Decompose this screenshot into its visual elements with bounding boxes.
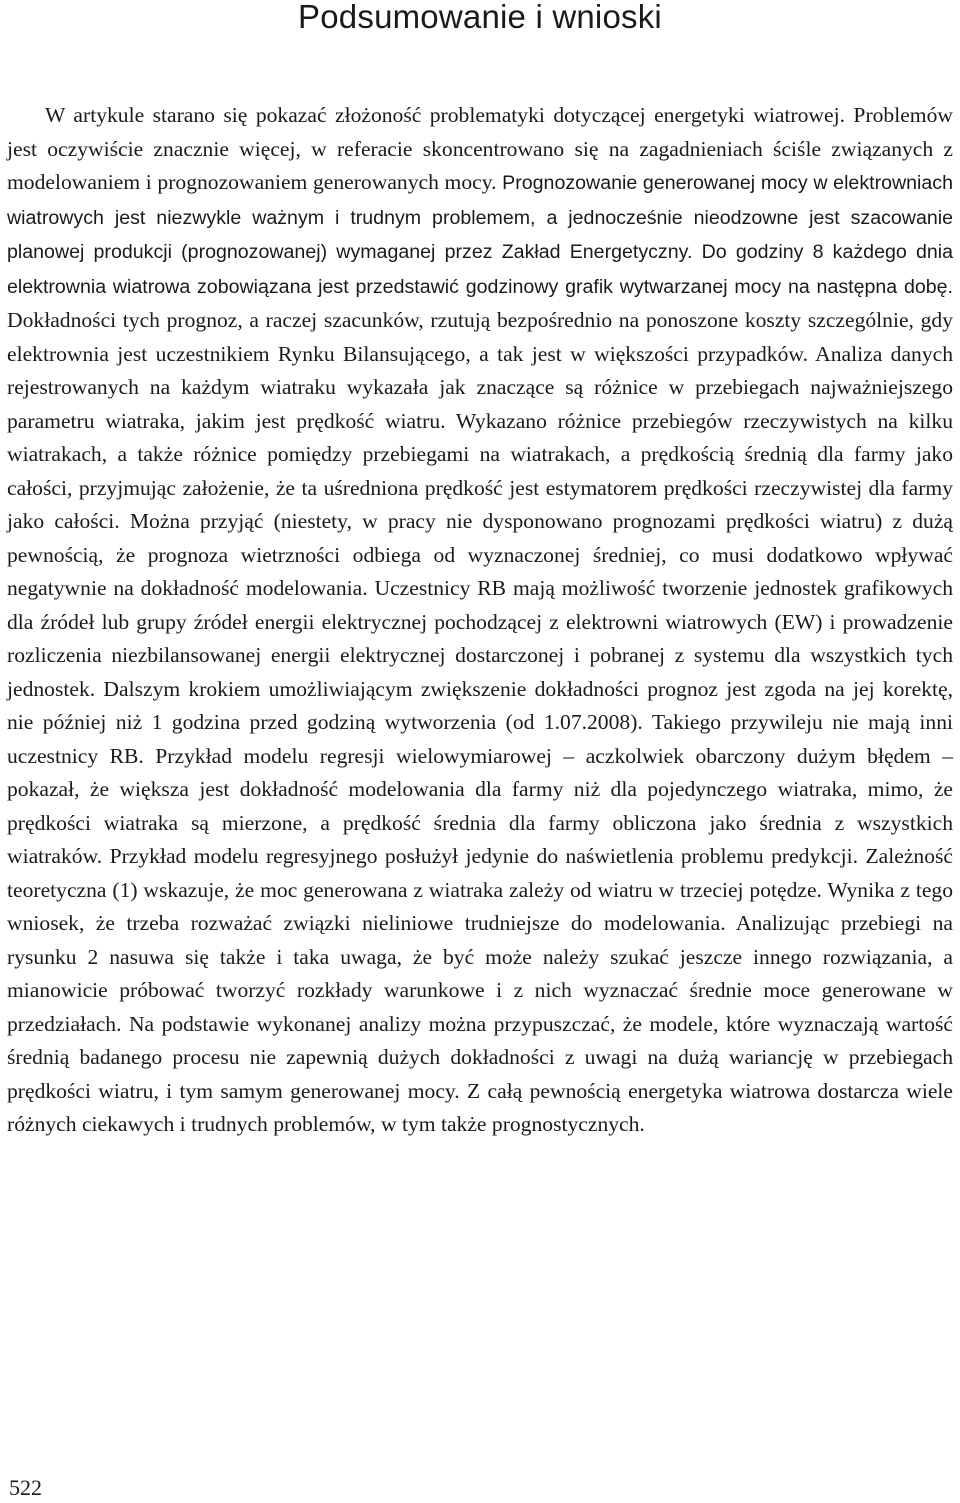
section-heading: Podsumowanie i wnioski bbox=[298, 0, 662, 35]
page-number: 522 bbox=[9, 1475, 42, 1500]
body-text bbox=[7, 99, 953, 1142]
text-run-3: Dokładności tych prognoz, a raczej szacunków, rzutują bezpośrednio na ponoszone koszty szczególnie, gdy elektrownia jest uczestnikiem Rynku Bilansującego, a tak jest w większości przypadków. Analiza danych rejestrowanych na każdym wiatraku wykazała jak znaczące są różnice w przebiegach najważniejszego parametru wiatraka, jakim jest prędkość wiatru. Wykazano różnice przebiegów rzeczywistych na kilku wiatrakach, a także różnice pomiędzy przebiegami na wiatrakach, a prędkością średnią dla farmy jako całości, przyjmując założenie, że ta uśredniona prędkość jest estymatorem prędkości rzeczywistej dla farmy jako całości. Można przyjąć (niestety, w pracy nie dysponowano prognozami prędkości wiatru) z dużą pewnością, że prognoza wietrzności odbiega od wyznaczonej średniej, co musi dodatkowo wpływać negatywnie na dokładność modelowania. Uczestnicy RB mają możliwość tworzenie jednostek grafikowych dla źródeł lub grupy źródeł energii elektrycznej pochodzącej z elektrowni wiatrowych (EW) i prowadzenie rozliczenia niezbilansowanej energii elektrycznej dostarczonej i pobranej z systemu dla wszystkich tych jednostek. Dalszym krokiem umożliwiającym zwiększenie dokładności prognoz jest zgoda na jej korektę, nie później niż 1 godzina przed godziną wytworzenia (od 1.07.2008). Takiego przywileju nie mają inni uczestnicy RB. Przykład modelu regresji wielowymiarowej – aczkolwiek obarczony dużym błędem – pokazał, że większa jest dokładność modelowania dla farmy niż dla pojedynczego wiatraka, mimo, że prędkości wiatraka są mierzone, a prędkość średnia dla farmy obliczona jako średnia z wszystkich wiatraków. Przykład modelu regresyjnego posłużył jedynie do naświetlenia problemu predykcji. Zależność teoretyczna (1) wskazuje, że moc generowana z wiatraka zależy od wiatru w trzeciej potędze. Wynika z tego wniosek, że trzeba rozważać związki nieliniowe trudniejsze do modelowania. Analizując przebiegi na rysunku 2 nasuwa się także i taka uwaga, że być może należy szukać jeszcze innego rozwiązania, a mianowicie próbować tworzyć rozkłady warunkowe i z nich wyznaczać średnie moce generowane w przedziałach. Na podstawie wykonanej analizy można przypuszczać, że modele, które wyznaczają wartość średnią badanego procesu nie zapewnią dużych dokładności z uwagi na dużą wariancję w przebiegach prędkości wiatru, i tym samym generowanej mocy. Z całą pewnością energetyka wiatrowa dostarcza wiele różnych ciekawych i trudnych problemów, w tym także prognostycznych. bbox=[7, 308, 953, 1136]
text-run-1: W artykule starano się pokazać złożoność problematyki dotyczącej energetyki wiatrowej. Problemów jest oczywiście znacznie więcej, w referacie skoncentrowano się na zagadnieniach ściśle związanych z modelowaniem i prognozowaniem generowanych mocy. bbox=[7, 103, 953, 194]
paragraph bbox=[7, 99, 953, 1142]
text-run-2: Prognozowanie generowanej mocy w elektrowniach wiatrowych jest niezwykle ważnym i trudnym problemem, a jednocześnie nieodzowne jest szacowanie planowej produkcji (prognozowanej) wymaganej przez Zakład Energetyczny. Do godziny 8 każdego dnia elektrownia wiatrowa zobowiązana jest przedstawić godzinowy grafik wytwarzanej mocy na następna dobę. bbox=[7, 172, 953, 298]
